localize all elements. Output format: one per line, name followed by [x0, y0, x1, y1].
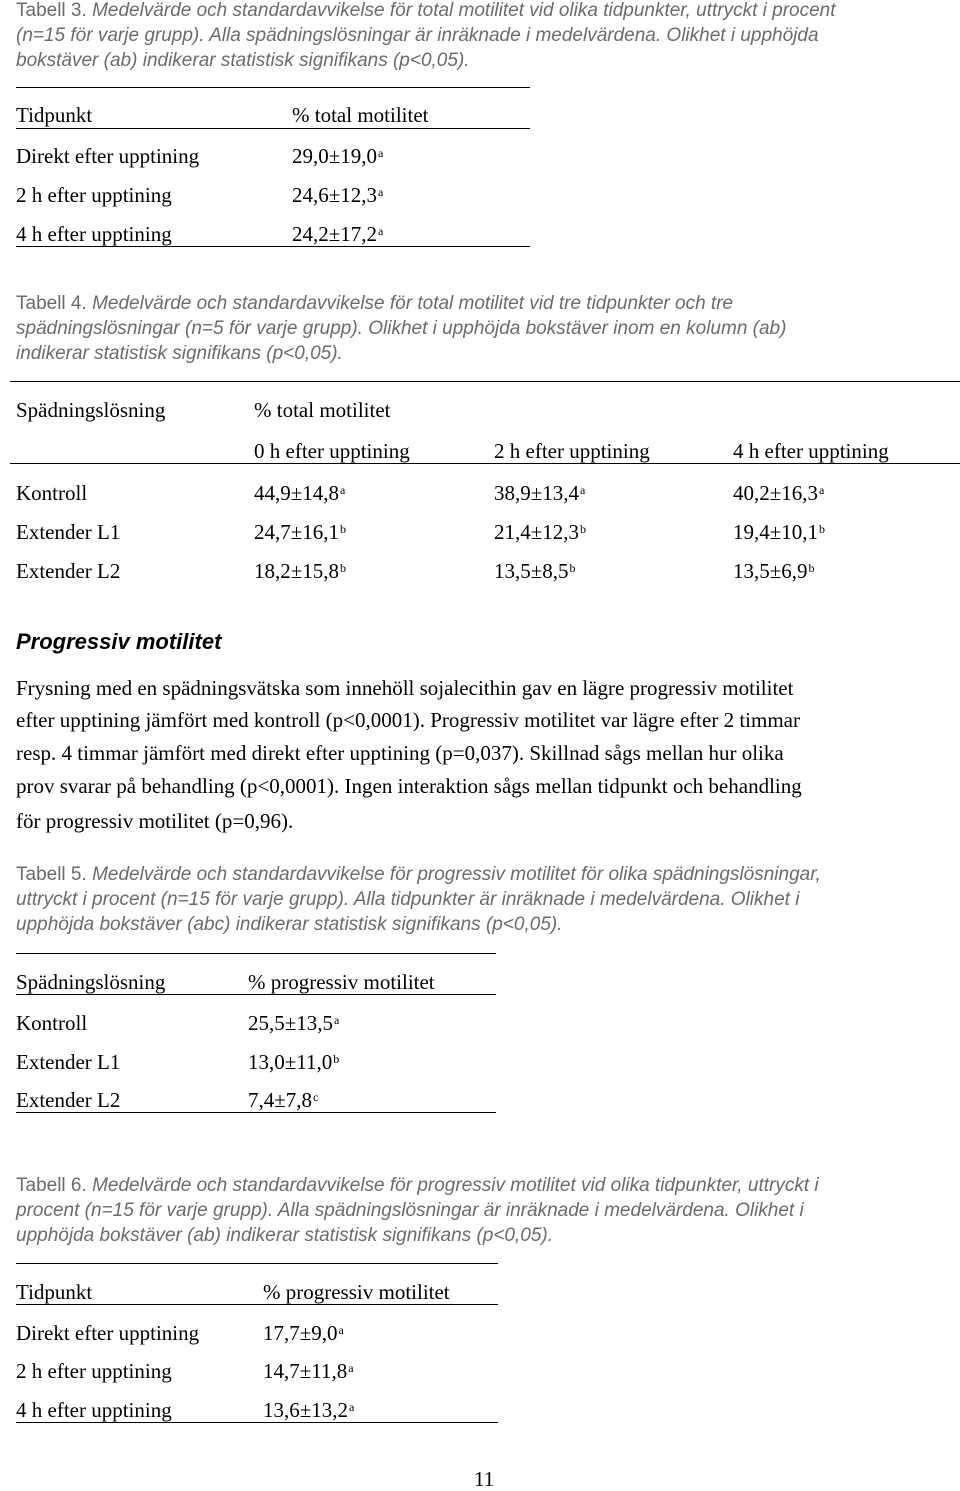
- table-cell: 44,9±14,8$^a$: [254, 481, 346, 505]
- table-row-value: 24,2±17,2$^a$: [292, 222, 384, 246]
- table3-caption-line: (n=15 för varje grupp). Alla spädningslösningar är inräknade i medelvärdena. Olikhet i upphöjda: [16, 25, 819, 46]
- paragraph-line: prov svarar på behandling (p<0,0001). Ingen interaktion sågs mellan tidpunkt och behandling: [16, 774, 802, 798]
- table3-caption: [16, 0, 836, 73]
- table5-caption-line: upphöjda bokstäver (abc) indikerar statistisk signifikans (p<0,05).: [16, 914, 563, 935]
- table4-subheader-2h: 2 h efter upptining: [494, 439, 650, 463]
- table6-caption-line: procent (n=15 för varje grupp). Alla spädningslösningar är inräknade i medelvärdena. Olikhet i: [16, 1200, 804, 1221]
- table5-header-rule: [16, 994, 496, 995]
- table-cell: 21,4±12,3$^b$: [494, 520, 587, 544]
- table-row-value: 17,7±9,0$^a$: [263, 1321, 344, 1345]
- table-row-label: Direkt efter upptining: [16, 144, 200, 168]
- table3-caption-label: Tabell 3.: [16, 0, 87, 21]
- table-row-value: 13,0±11,0$^b$: [248, 1050, 340, 1074]
- table-cell: 40,2±16,3$^a$: [733, 481, 825, 505]
- table5-top-rule: [16, 953, 496, 954]
- table5-header-value: % progressiv motilitet: [248, 970, 435, 994]
- table6-caption-line: upphöjda bokstäver (ab) indikerar statistisk signifikans (p<0,05).: [16, 1225, 554, 1246]
- table-cell: 24,7±16,1$^b$: [254, 520, 347, 544]
- table-row-label: 4 h efter upptining: [16, 1398, 172, 1422]
- table3-header-time: Tidpunkt: [16, 103, 93, 127]
- table-row-value: 24,6±12,3$^a$: [292, 183, 384, 207]
- table4-top-rule: [10, 381, 960, 382]
- paragraph-line: för progressiv motilitet (p=0,96).: [16, 809, 294, 833]
- table-row-label: 4 h efter upptining: [16, 222, 172, 246]
- table-row-label: Kontroll: [16, 1011, 88, 1035]
- table3-bottom-rule: [16, 246, 530, 247]
- paragraph-line: Frysning med en spädningsvätska som innehöll sojalecithin gav en lägre progressiv motilitet: [16, 676, 794, 700]
- table-row-label: Direkt efter upptining: [16, 1321, 200, 1345]
- table-cell: 13,5±6,9$^b$: [733, 559, 815, 583]
- table3-top-rule: [16, 87, 530, 88]
- table4-caption-label: Tabell 4.: [16, 293, 87, 314]
- table-row-value: 14,7±11,8$^a$: [263, 1359, 354, 1383]
- table-row-label: Extender L2: [16, 1088, 121, 1112]
- table-row-value: 7,4±7,8$^c$: [248, 1088, 319, 1112]
- section-heading: Progressiv motilitet: [16, 629, 222, 654]
- table5-bottom-rule: [16, 1112, 496, 1113]
- paragraph-line: resp. 4 timmar jämfört med direkt efter upptining (p=0,037). Skillnad sågs mellan hur olika: [16, 741, 784, 765]
- table-row-value: 29,0±19,0$^a$: [292, 144, 384, 168]
- table4-caption: [16, 291, 786, 366]
- table5-header-solution: Spädningslösning: [16, 970, 166, 994]
- table3-caption-line: bokstäver (ab) indikerar statistisk signifikans (p<0,05).: [16, 50, 470, 71]
- table4-header-solution: Spädningslösning: [16, 398, 166, 422]
- table4-caption-line: spädningslösningar (n=5 för varje grupp). Olikhet i upphöjda bokstäver inom en kolumn (ab): [16, 318, 787, 339]
- table-row-label: Extender L1: [16, 520, 121, 544]
- table6-header-value: % progressiv motilitet: [263, 1280, 450, 1304]
- table6-caption-line: Medelvärde och standardavvikelse för progressiv motilitet vid olika tidpunkter, uttryckt i: [92, 1175, 819, 1196]
- table-row-label: 2 h efter upptining: [16, 183, 172, 207]
- table-row-label: 2 h efter upptining: [16, 1359, 172, 1383]
- table-cell: 19,4±10,1$^b$: [733, 520, 826, 544]
- table3-header-value: % total motilitet: [292, 103, 429, 127]
- table-cell: 18,2±15,8$^b$: [254, 559, 347, 583]
- table6-caption-label: Tabell 6.: [16, 1175, 87, 1196]
- table6-bottom-rule: [16, 1422, 498, 1423]
- paragraph-line: efter upptining jämfört med kontroll (p<0,0001). Progressiv motilitet var lägre efter 2 timmar: [16, 708, 800, 732]
- table3-caption-line: Medelvärde och standardavvikelse för total motilitet vid olika tidpunkter, uttryckt i procent: [92, 0, 836, 21]
- table4-header-rule: [10, 463, 960, 464]
- table5-caption-line: Medelvärde och standardavvikelse för progressiv motilitet för olika spädningslösningar,: [92, 864, 821, 885]
- table-row-label: Extender L2: [16, 559, 121, 583]
- table6-caption: [16, 1173, 819, 1248]
- table4-caption-line: Medelvärde och standardavvikelse för total motilitet vid tre tidpunkter och tre: [92, 293, 734, 314]
- table-row-label: Extender L1: [16, 1050, 121, 1074]
- table-row-value: 25,5±13,5$^a$: [248, 1011, 340, 1035]
- table5-caption-label: Tabell 5.: [16, 864, 87, 885]
- page-number: 11: [474, 1467, 495, 1491]
- table6-header-time: Tidpunkt: [16, 1280, 93, 1304]
- table4-subheader-0h: 0 h efter upptining: [254, 439, 410, 463]
- table6-top-rule: [16, 1263, 498, 1264]
- table-cell: 13,5±8,5$^b$: [494, 559, 576, 583]
- table3-header-rule: [16, 128, 530, 129]
- table-row-label: Kontroll: [16, 481, 88, 505]
- table4-header-value: % total motilitet: [254, 398, 391, 422]
- table6-header-rule: [16, 1304, 498, 1305]
- table-row-value: 13,6±13,2$^a$: [263, 1398, 355, 1422]
- table-cell: 38,9±13,4$^a$: [494, 481, 586, 505]
- table5-caption: [16, 862, 821, 937]
- table4-caption-line: indikerar statistisk signifikans (p<0,05).: [16, 343, 343, 364]
- table5-caption-line: uttryckt i procent (n=15 för varje grupp). Alla tidpunkter är inräknade i medelvärdena. Olikhet i: [16, 889, 800, 910]
- table4-subheader-4h: 4 h efter upptining: [733, 439, 889, 463]
